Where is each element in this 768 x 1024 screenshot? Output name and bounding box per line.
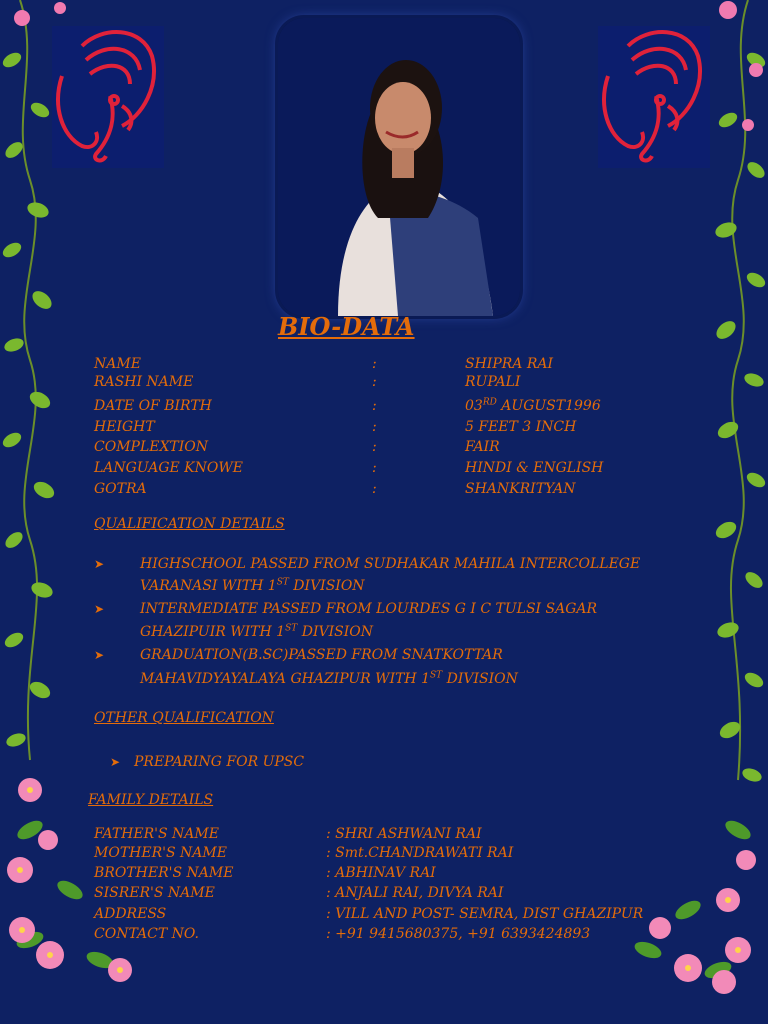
mother-name-label: MOTHER'S NAME: [94, 845, 227, 861]
contact-label: CONTACT NO.: [94, 926, 199, 942]
qualification-item-2-suffix: ST: [285, 623, 298, 634]
qualification-item-3-line-2: [140, 671, 518, 687]
qualification-item-2-line-1: INTERMEDIATE PASSED FROM LOURDES G I C TULSI SAGAR: [140, 601, 598, 617]
page-title: BIO-DATA: [278, 312, 415, 341]
arrow-bullet-icon: ➤: [94, 602, 105, 616]
qualification-item-3-suffix: ST: [430, 670, 443, 681]
gotra-value: SHANKRITYAN: [465, 481, 576, 497]
brother-name-value: : ABHINAV RAI: [326, 865, 436, 881]
arrow-bullet-icon: ➤: [110, 755, 121, 769]
arrow-bullet-icon: ➤: [94, 557, 105, 571]
complexion-value: FAIR: [465, 439, 500, 455]
complexion-label: COMPLEXTION: [94, 439, 209, 455]
dob-value: [465, 398, 601, 414]
address-label: ADDRESS: [94, 906, 167, 922]
height-label: HEIGHT: [94, 419, 155, 435]
gotra-label: GOTRA: [94, 481, 147, 497]
father-name-label: FATHER'S NAME: [94, 826, 219, 842]
contact-value: : +91 9415680375, +91 6393424893: [326, 926, 591, 942]
qualification-item-2-line-2: [140, 624, 373, 640]
sister-name-label: SISRER'S NAME: [94, 885, 215, 901]
qualification-item-1-text: VARANASI WITH 1: [140, 578, 277, 594]
height-separator: :: [372, 419, 377, 435]
qualification-item-1-division: DIVISION: [288, 578, 365, 594]
qualification-item-1-line-2: [140, 578, 365, 594]
qualification-item-2-text: GHAZIPUIR WITH 1: [140, 624, 286, 640]
dob-day-suffix: RD: [482, 397, 497, 408]
dob-day: 03: [465, 398, 483, 414]
complexion-separator: :: [372, 439, 377, 455]
ganesha-icon: [52, 26, 164, 168]
ganesha-icon: [598, 26, 710, 168]
name-label: NAME: [94, 356, 141, 372]
rashi-name-separator: :: [372, 374, 377, 390]
mother-name-value: : Smt.CHANDRAWATI RAI: [326, 845, 514, 861]
other-qualification-heading: OTHER QUALIFICATION: [94, 710, 274, 726]
qualification-item-3-line-1: GRADUATION(B.SC)PASSED FROM SNATKOTTAR: [140, 647, 503, 663]
rashi-name-label: RASHI NAME: [94, 374, 194, 390]
language-separator: :: [372, 460, 377, 476]
qualification-item-2-division: DIVISION: [297, 624, 373, 640]
language-label: LANGUAGE KNOWE: [94, 460, 243, 476]
language-value: HINDI & ENGLISH: [465, 460, 604, 476]
qualification-item-3-text: MAHAVIDYAYALAYA GHAZIPUR WITH 1: [140, 671, 431, 687]
height-value: 5 FEET 3 INCH: [465, 419, 577, 435]
father-name-value: : SHRI ASHWANI RAI: [326, 826, 482, 842]
qualification-heading: QUALIFICATION DETAILS: [94, 516, 285, 532]
rashi-name-value: RUPALI: [465, 374, 521, 390]
dob-month-year: AUGUST1996: [496, 398, 601, 414]
flower-cluster-bottom-right-decoration: [628, 800, 768, 1000]
gotra-separator: :: [372, 481, 377, 497]
name-value: SHIPRA RAI: [465, 356, 554, 372]
dob-label: DATE OF BIRTH: [94, 398, 212, 414]
qualification-item-1-suffix: ST: [276, 577, 289, 588]
brother-name-label: BROTHER'S NAME: [94, 865, 234, 881]
other-qualification-item: PREPARING FOR UPSC: [134, 754, 305, 770]
name-separator: :: [372, 356, 377, 372]
qualification-item-3-division: DIVISION: [442, 671, 518, 687]
profile-photo: [278, 18, 520, 316]
qualification-item-1-line-1: HIGHSCHOOL PASSED FROM SUDHAKAR MAHILA INTERCOLLEGE: [140, 556, 641, 572]
address-value: : VILL AND POST- SEMRA, DIST GHAZIPUR: [326, 906, 644, 922]
family-details-heading: FAMILY DETAILS: [88, 792, 214, 808]
dob-separator: :: [372, 398, 377, 414]
arrow-bullet-icon: ➤: [94, 648, 105, 662]
sister-name-value: : ANJALI RAI, DIVYA RAI: [326, 885, 504, 901]
